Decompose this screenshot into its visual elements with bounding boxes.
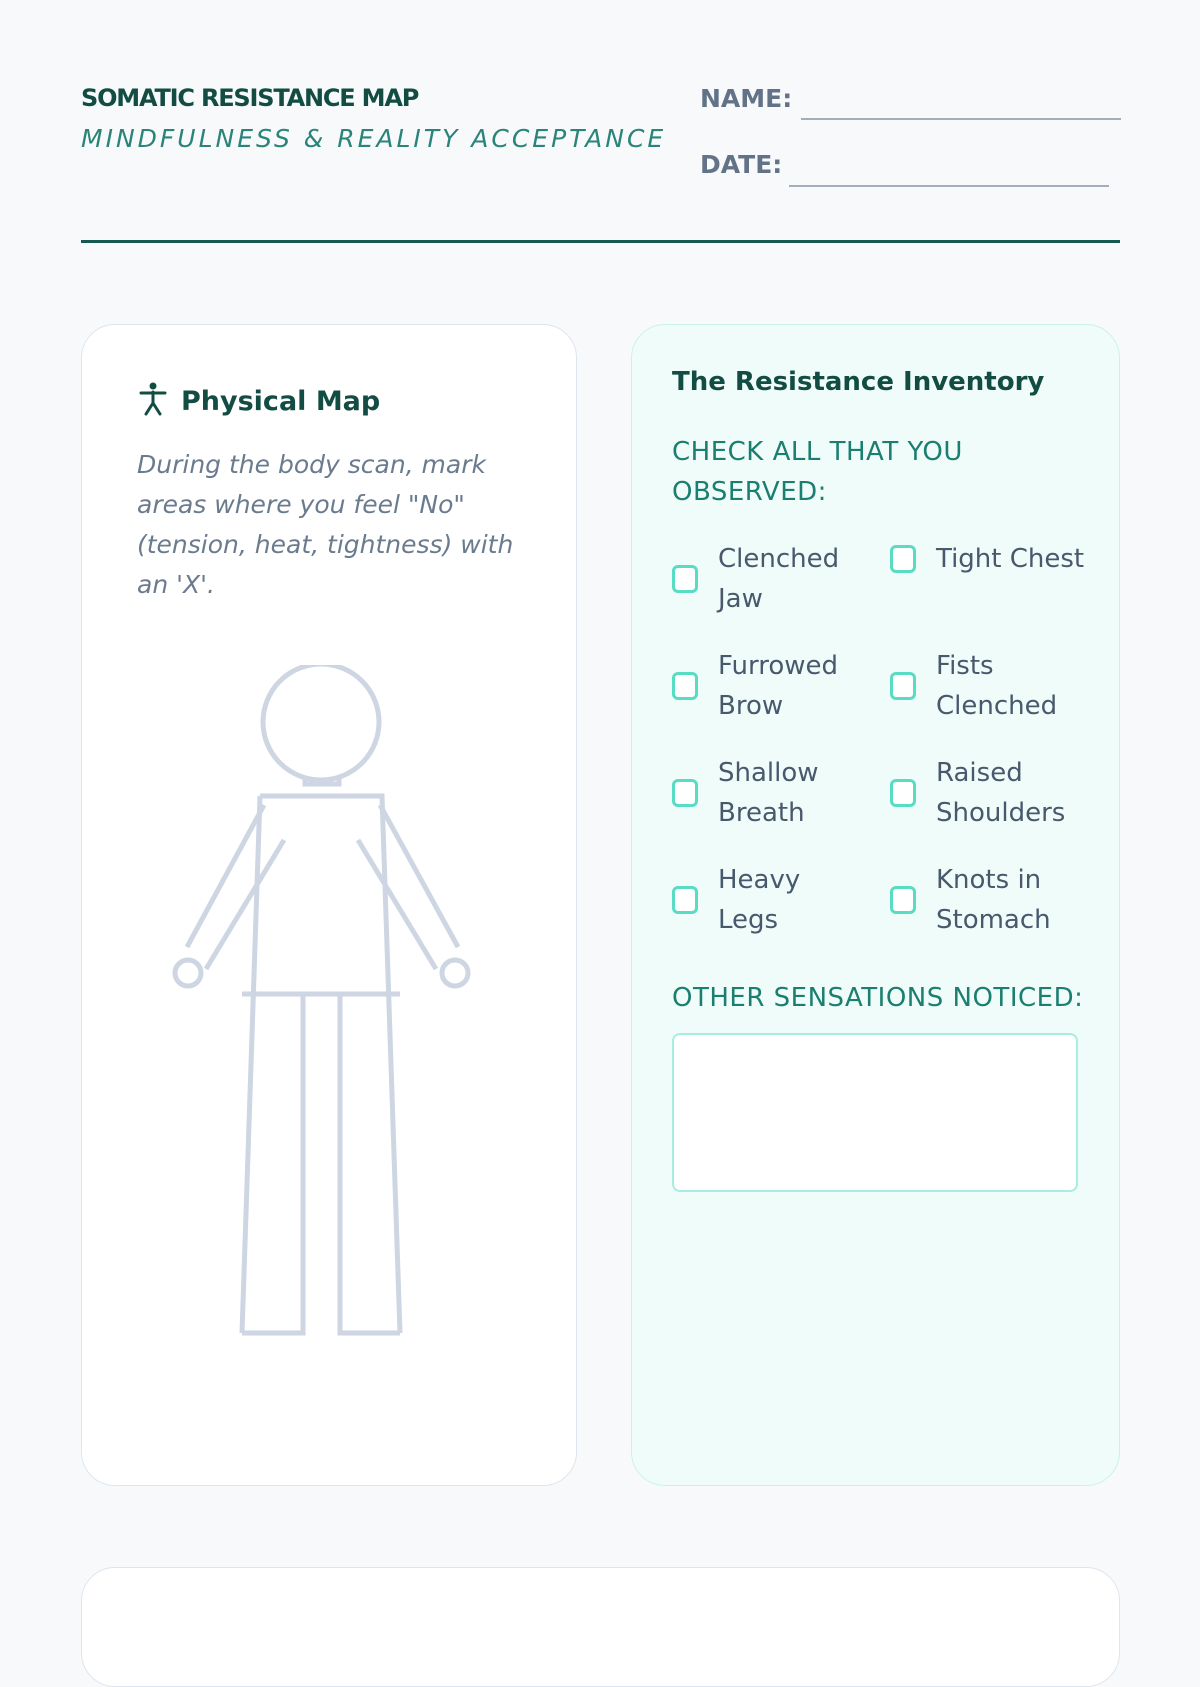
checklist-item-label: Clenched Jaw [718, 544, 840, 614]
next-section-card [81, 1567, 1120, 1687]
person-icon [139, 382, 167, 420]
other-sensations-input[interactable] [672, 1033, 1078, 1192]
checklist-item[interactable] [890, 646, 1086, 726]
date-label: DATE: [700, 150, 783, 179]
checkbox[interactable] [672, 672, 698, 700]
checkbox[interactable] [672, 565, 698, 593]
checklist-item[interactable] [672, 860, 868, 940]
physical-map-card [81, 324, 577, 1486]
checkbox[interactable] [890, 779, 916, 807]
body-outline-figure[interactable] [172, 665, 482, 1369]
page-title: SOMATIC RESISTANCE MAP [81, 84, 419, 112]
name-field[interactable] [801, 118, 1121, 120]
checkbox[interactable] [890, 545, 916, 573]
checklist-item-label: Knots in Stomach [936, 865, 1051, 935]
checklist-item[interactable] [672, 539, 868, 619]
checkbox[interactable] [890, 886, 916, 914]
physical-map-heading [139, 383, 380, 419]
checklist-item[interactable] [672, 753, 868, 833]
checklist-item-label: Shallow Breath [718, 758, 819, 828]
worksheet-header [81, 82, 1120, 242]
checklist-item[interactable] [890, 753, 1086, 833]
checkbox[interactable] [890, 672, 916, 700]
checkbox[interactable] [672, 779, 698, 807]
name-label: NAME: [700, 84, 793, 113]
physical-map-title: Physical Map [181, 385, 381, 417]
inventory-title: The Resistance Inventory [672, 367, 1045, 397]
physical-map-instructions: During the body scan, mark areas where you feel "No" (tension, heat, tightness) with an 'X'. [137, 450, 514, 599]
date-field[interactable] [789, 185, 1109, 187]
checklist-item-label: Tight Chest [936, 544, 1085, 574]
checklist-item-label: Raised Shoulders [936, 758, 1066, 828]
check-all-heading: CHECK ALL THAT YOU OBSERVED: [672, 437, 963, 507]
header-divider [81, 240, 1120, 243]
checklist-item-label: Heavy Legs [718, 865, 801, 935]
checklist-item-label: Fists Clenched [936, 651, 1058, 721]
checkbox[interactable] [672, 886, 698, 914]
checklist-item[interactable] [890, 860, 1086, 940]
checklist-item[interactable] [672, 646, 868, 726]
checklist-item-label: Furrowed Brow [718, 651, 839, 721]
resistance-inventory-card [631, 324, 1120, 1486]
other-sensations-heading: OTHER SENSATIONS NOTICED: [672, 983, 1084, 1013]
checklist-item[interactable] [890, 539, 1086, 579]
page-subtitle: MINDFULNESS & REALITY ACCEPTANCE [81, 124, 667, 153]
